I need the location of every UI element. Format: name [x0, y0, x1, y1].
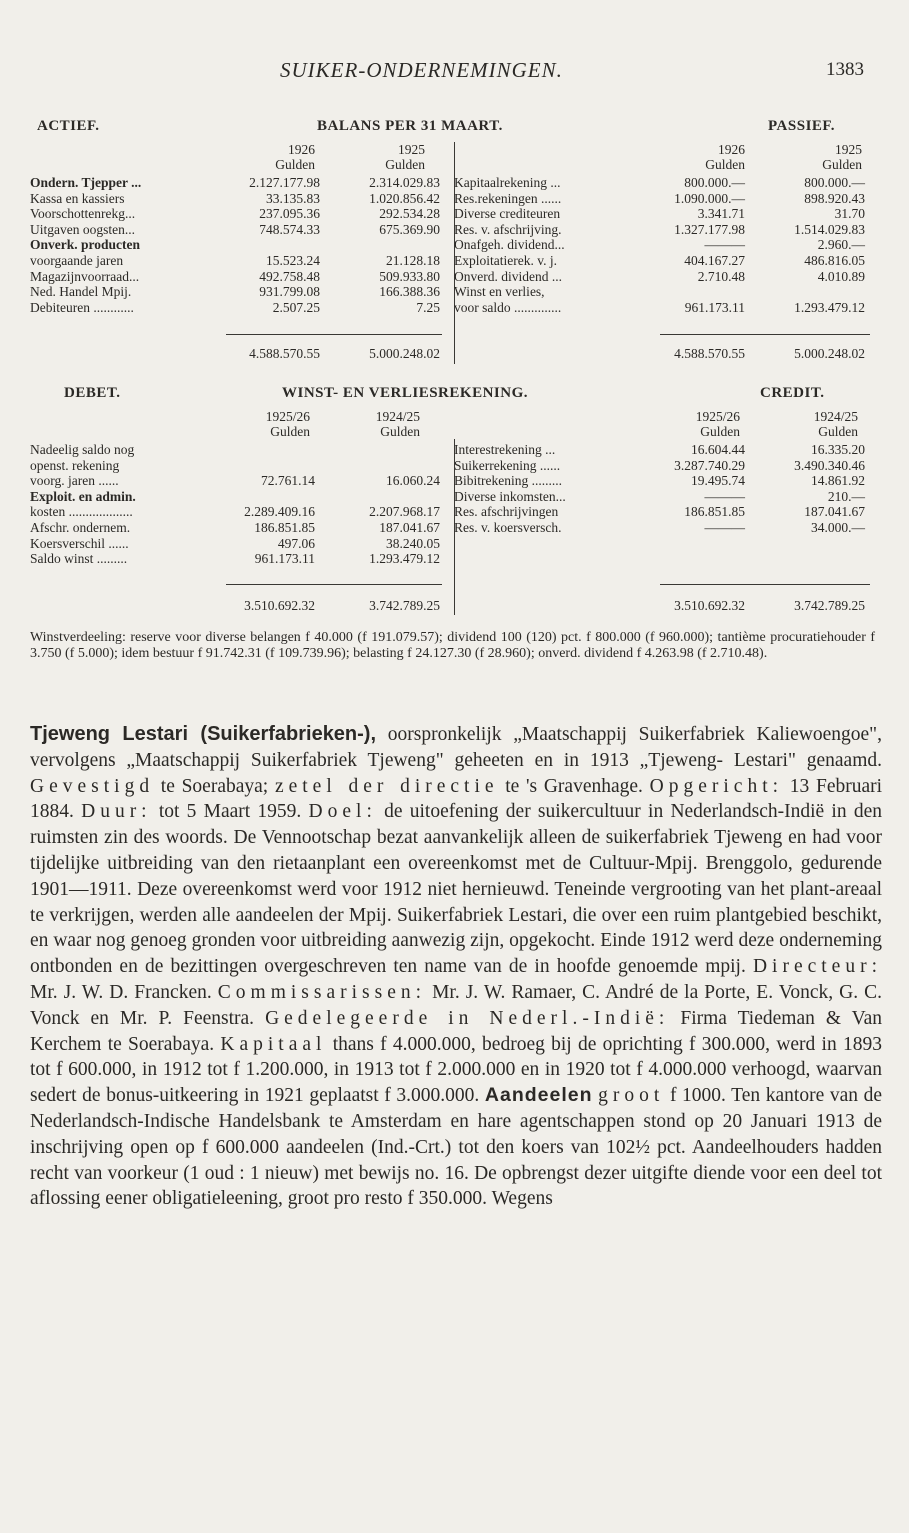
- balans-actief-row-label: voorgaande jaren: [30, 253, 124, 268]
- balans-actief-row-value-y1925: 675.369.90: [379, 221, 440, 237]
- balans-actief-row-value-y1926: 931.799.08: [259, 284, 320, 300]
- balans-passief-year2: 1925: [835, 142, 862, 157]
- wv-credit-row-value-a: ———: [704, 520, 745, 535]
- balans-passief-total-1925: 5.000.248.02: [794, 346, 865, 361]
- wv-debet-row-label: Exploit. en admin.: [30, 488, 136, 504]
- balans-actief-row-label: Kassa en kassiers: [30, 190, 125, 206]
- balans-title: BALANS PER 31 MAART.: [317, 118, 503, 134]
- aandeelen-label: Aandeelen: [484, 1084, 593, 1107]
- balans-actief-row-label: Voorschottenrekg...: [30, 206, 136, 222]
- balans-actief-row-value-y1925: 7.25: [416, 299, 440, 315]
- balans-actief-row-label: Uitgaven oogsten...: [30, 221, 135, 237]
- balans-passief-row-label: Onafgeh. dividend...: [454, 237, 565, 253]
- balans-passief-row-value-y1925: 800.000.—: [804, 175, 865, 190]
- winstverdeeling-note: Winstverdeeling: reserve voor diverse belangen f 40.000 (f 191.079.57); dividend 100 (120) pct. f 800.000 (f 960.000); tantième procuratiehouder f 3.750 (f 5.000); idem bestuur f 91.742.31 (f 109.739.96); belasting f 24.127.30 (f 28.960); onverd. dividend f 4.263.98 (f 2.710.48).: [30, 630, 875, 661]
- zetel-label: zetel der directie: [274, 775, 499, 797]
- balans-actief-row-label: Ondern. Tjepper ...: [30, 175, 142, 190]
- gedelegeerde-label: Gedelegeerde in Nederl.-Indië:: [265, 1007, 670, 1029]
- balans-actief-row-value-y1926: 237.095.36: [259, 206, 320, 222]
- wv-credit-row-value-b: 16.335.20: [811, 442, 865, 457]
- balans-actief-row-value-y1925: 21.128.18: [386, 253, 440, 268]
- balans-passief-row-value-y1925: 1.293.479.12: [794, 299, 865, 315]
- zetel-value: te 's Gravenhage.: [505, 775, 643, 797]
- wv-credit-row-value-a: ———: [704, 488, 745, 504]
- balans-passief-row-value-y1926: 3.341.71: [697, 206, 745, 222]
- history-text: oorspronkelijk „Maatschappij Suikerfabriek Kaliewoengoe", vervolgens „Maatschappij Suikerfabriek Tjeweng" geheeten en in 1913 „Tjeweng- Lestari" genaamd.: [30, 724, 882, 771]
- wv-credit-row-value-a: 3.287.740.29: [674, 457, 745, 473]
- balans-actief-unit2: Gulden: [385, 157, 425, 172]
- balans-actief-year1: 1926: [288, 142, 315, 157]
- duur-label: Duur:: [81, 801, 152, 823]
- balans-actief-row-value-y1926: 33.135.83: [266, 190, 320, 206]
- opgericht-value: 13 Februari 1884.: [30, 775, 883, 823]
- directeur-value: Mr. J. W. D. Francken.: [30, 981, 212, 1003]
- balans-passief-row-label: Diverse crediteuren: [454, 206, 561, 222]
- company-name: Tjeweng Lestari (Suikerfabrieken-),: [30, 723, 377, 745]
- wv-credit-year2: 1924/25: [813, 409, 858, 424]
- balans-actief-row-value-y1926: 2.127.177.98: [249, 175, 320, 190]
- balans-passief-row-value-y1925: 2.960.—: [817, 237, 865, 253]
- balans-actief-rule: [226, 334, 442, 335]
- wv-title: WINST- EN VERLIESREKENING.: [282, 385, 528, 401]
- balans-passief-row-value-y1925: 31.70: [834, 206, 865, 222]
- wv-credit-total-b: 3.742.789.25: [794, 598, 865, 613]
- balans-passief-row-value-y1926: 961.173.11: [684, 299, 745, 315]
- wv-debet-row-label: Koersverschil ......: [30, 535, 129, 551]
- passief-label: PASSIEF.: [768, 118, 835, 134]
- balans-actief-row-value-y1925: 166.388.36: [379, 284, 440, 300]
- balans-actief-row-value-y1925: 292.534.28: [379, 206, 440, 222]
- balans-actief-row-value-y1925: 2.314.029.83: [369, 175, 440, 190]
- wv-debet-row-label: kosten ...................: [30, 504, 133, 520]
- doel-value: de uitoefening der suikercultuur in Nederlandsch-Indië in den ruimsten zin des woords. De Vennootschap bezat aanvankelijk alleen de suikerfabriek Tjeweng en had voor tijdelijke uitbreiding van den rietaanplant een overeenkomst met de Cultuur-Mpij. Brenggolo, gedurende 1901—1911. Deze overeenkomst werd voor 1912 niet hernieuwd. Teneinde vergrooting van het plant-areaal te verkrijgen, werden alle aandeelen der Mpij. Suikerfabriek Lestari, die over een ruim plantgebied beschikt, en waar nog genoeg gronden voor uitbreiding aanwezig zijn, opgekocht. Einde 1912 werd deze onderneming ontbonden en de bezittingen overgeschreven ten name van de in hoofde genoemde mpij.: [30, 801, 882, 978]
- balans-actief-row-label: Debiteuren ............: [30, 299, 134, 315]
- kapitaal-label: Kapitaal: [220, 1033, 327, 1055]
- wv-credit-row-label: Diverse inkomsten...: [454, 488, 566, 504]
- balans-passief-row-value-y1925: 1.514.029.83: [794, 221, 865, 237]
- balans-actief-row-value-y1926: 748.574.33: [259, 221, 320, 237]
- wv-credit-row-label: Res. afschrijvingen: [454, 504, 559, 520]
- wv-credit-row-value-a: 16.604.44: [691, 442, 745, 457]
- wv-credit-total-a: 3.510.692.32: [674, 598, 745, 613]
- balans-heading: [0, 118, 909, 140]
- wv-debet-row-value-a: 2.289.409.16: [244, 504, 315, 520]
- wv-debet-row-value-a: 961.173.11: [254, 551, 315, 567]
- balans-passief-row-label: Winst en verlies,: [454, 284, 545, 300]
- balans-passief-row-value-y1926: 1.327.177.98: [674, 221, 745, 237]
- wv-credit-row-label: Suikerrekening ......: [454, 457, 561, 473]
- wv-debet-row-label: Afschr. ondernem.: [30, 520, 131, 535]
- balans-passief-row-value-y1926: 404.167.27: [684, 253, 745, 268]
- wv-debet-unit1: Gulden: [270, 424, 310, 439]
- wv-credit-unit1: Gulden: [700, 424, 740, 439]
- commissarissen-value: Mr. J. W. Ramaer, C. André de la Porte, E. Vonck, G. C. Vonck en Mr. P. Feenstra.: [30, 981, 883, 1029]
- wv-debet-total-b: 3.742.789.25: [369, 598, 440, 613]
- balans-actief-total-1926: 4.588.570.55: [249, 346, 320, 361]
- balans-passief-row-label: Exploitatierek. v. j.: [454, 253, 557, 268]
- balans-passief-row-label: Res.rekeningen ......: [454, 190, 562, 206]
- page-number: 1383: [826, 59, 864, 80]
- wv-debet-rule: [226, 584, 442, 585]
- balans-actief-unit1: Gulden: [275, 157, 315, 172]
- page-header: [0, 58, 909, 88]
- balans-passief-row-value-y1926: 800.000.—: [684, 175, 745, 190]
- balans-passief-row-value-y1926: 2.710.48: [697, 268, 745, 284]
- wv-credit-row-value-a: 19.495.74: [691, 473, 745, 489]
- company-description: [30, 722, 882, 1212]
- balans-table: [30, 142, 870, 364]
- wv-credit-row-label: Bibitrekening .........: [454, 473, 562, 489]
- duur-value: tot 5 Maart 1959.: [158, 801, 302, 823]
- wv-credit-rule: [660, 584, 870, 585]
- balans-actief-year2: 1925: [398, 142, 425, 157]
- wv-debet-year2: 1924/25: [375, 409, 420, 424]
- credit-label: CREDIT.: [760, 385, 825, 401]
- gedelegeerde-value: Firma Tiedeman & Van Kerchem te Soerabaya.: [30, 1007, 883, 1055]
- wv-debet-year1: 1925/26: [265, 409, 310, 424]
- actief-label: ACTIEF.: [37, 118, 100, 134]
- balans-passief-unit2: Gulden: [822, 157, 862, 172]
- wv-debet-total-a: 3.510.692.32: [244, 598, 315, 613]
- balans-passief-unit1: Gulden: [705, 157, 745, 172]
- wv-debet-row-value-b: 16.060.24: [386, 473, 440, 489]
- balans-actief-row-label: Ned. Handel Mpij.: [30, 284, 132, 300]
- wv-heading: [0, 385, 909, 407]
- wv-debet-row-label: Nadeelig saldo nog: [30, 442, 135, 457]
- balans-passief-total-1926: 4.588.570.55: [674, 346, 745, 361]
- wv-credit-row-value-b: 3.490.340.46: [794, 457, 865, 473]
- balans-actief-row-value-y1926: 15.523.24: [266, 253, 320, 268]
- balans-passief-row-value-y1926: 1.090.000.—: [674, 190, 745, 206]
- directeur-label: Directeur:: [752, 956, 882, 978]
- wv-debet-row-label: openst. rekening: [30, 457, 120, 473]
- wv-debet-row-value-b: 2.207.968.17: [369, 504, 440, 520]
- wv-debet-row-value-b: 187.041.67: [379, 520, 440, 535]
- gevestigd-value: te Soerabaya;: [160, 775, 269, 797]
- wv-debet-unit2: Gulden: [380, 424, 420, 439]
- wv-debet-row-value-b: 38.240.05: [386, 535, 440, 551]
- kapitaal-value: thans f 4.000.000, bedroeg bij de oprichting f 300.000, werd in 1893 tot f 600.000, in 1912 tot f 1.200.000, in 1913 tot f 2.000.000 en in 1920 tot f 4.000.000 verhoogd, waarvan sedert de bonus-uitkeering in 1921 geplaatst f 3.000.000.: [30, 1033, 882, 1107]
- balans-actief-row-value-y1925: 1.020.856.42: [369, 190, 440, 206]
- aandeelen-value: f 1000. Ten kantore van de Nederlandsch-Indische Handelsbank te Amsterdam en hare agentschappen stond op 20 Januari 1913 de inschrijving open op f 600.000 aandeelen (Ind.-Crt.) tot den koers van 102½ pct. Aandeelhouders hadden recht van voorkeur (1 oud : 1 nieuw) met bewijs no. 16. De opbrengst dezer uitgifte diende voor een deel tot aflossing eener obligatieleening, groot pro resto f 350.000. Wegens: [30, 1085, 883, 1210]
- balans-passief-row-value-y1925: 486.816.05: [804, 253, 865, 268]
- balans-passief-row-label: Kapitaalrekening ...: [454, 175, 561, 190]
- balans-actief-row-label: Magazijnvoorraad...: [30, 268, 140, 284]
- wv-debet-row-label: voorg. jaren ......: [30, 473, 119, 489]
- wv-credit-row-value-b: 210.—: [827, 488, 865, 504]
- commissarissen-label: Commissarissen:: [217, 981, 427, 1003]
- balans-passief-row-label: Res. v. afschrijving.: [454, 221, 562, 237]
- balans-passief-year1: 1926: [718, 142, 745, 157]
- balans-actief-row-value-y1925: 509.933.80: [379, 268, 440, 284]
- balans-passief-row-value-y1926: ———: [704, 237, 745, 253]
- balans-passief-row-value-y1925: 898.920.43: [804, 190, 865, 206]
- wv-table: [30, 409, 870, 615]
- balans-actief-row-value-y1926: 2.507.25: [272, 299, 320, 315]
- wv-credit-row-label: Res. v. koersversch.: [454, 520, 562, 535]
- wv-credit-row-value-b: 187.041.67: [804, 504, 865, 520]
- debet-label: DEBET.: [64, 385, 121, 401]
- groot-label: groot: [598, 1085, 665, 1107]
- wv-debet-row-label: Saldo winst .........: [30, 551, 128, 567]
- wv-credit-year1: 1925/26: [695, 409, 740, 424]
- running-title: SUIKER-ONDERNEMINGEN.: [280, 58, 563, 82]
- wv-credit-row-value-b: 14.861.92: [811, 473, 865, 489]
- wv-credit-row-value-b: 34.000.—: [811, 520, 865, 535]
- balans-passief-row-label: voor saldo ..............: [454, 299, 562, 315]
- wv-debet-row-value-b: 1.293.479.12: [369, 551, 440, 567]
- wv-debet-row-value-a: 186.851.85: [254, 520, 315, 535]
- wv-credit-row-label: Interestrekening ...: [454, 442, 556, 457]
- balans-passief-rule: [660, 334, 870, 335]
- doel-label: Doel:: [308, 801, 377, 823]
- gevestigd-label: Gevestigd: [30, 775, 155, 797]
- wv-credit-row-value-a: 186.851.85: [684, 504, 745, 520]
- balans-actief-total-1925: 5.000.248.02: [369, 346, 440, 361]
- balans-passief-row-label: Onverd. dividend ...: [454, 268, 562, 284]
- balans-actief-row-label: Onverk. producten: [30, 237, 141, 253]
- wv-debet-row-value-a: 497.06: [277, 535, 315, 551]
- wv-credit-unit2: Gulden: [818, 424, 858, 439]
- wv-debet-row-value-a: 72.761.14: [261, 473, 315, 489]
- balans-passief-row-value-y1925: 4.010.89: [817, 268, 865, 284]
- opgericht-label: Opgericht:: [649, 775, 784, 797]
- balans-actief-row-value-y1926: 492.758.48: [259, 268, 320, 284]
